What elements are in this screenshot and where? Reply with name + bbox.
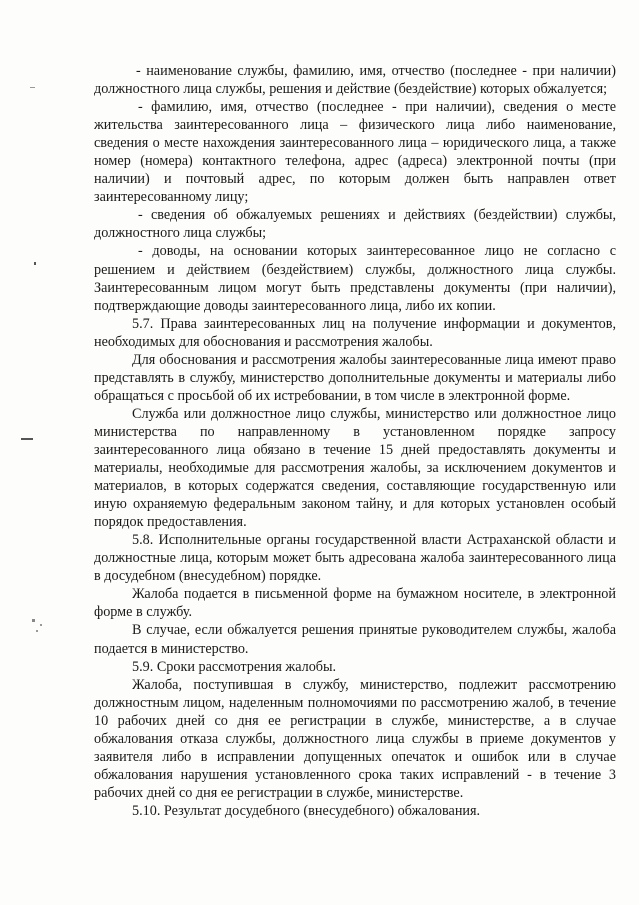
- scan-artifact: [32, 619, 35, 622]
- paragraph-review-terms: Жалоба, поступившая в службу, министерство, подлежит рассмотрению должностным лицом, наделенным полномочиями по рассмотрению жалоб, в течение 10 рабочих дней со дня ее регистрации в службе, министерстве, а в случае обжалования отказа службы, должностного лица службы в приеме документов у заявителя либо в исправлении допущенных опечаток и ошибок или в случае обжалования нарушения установленного срока таких исправлений - в течение 3 рабочих дней со дня ее регистрации в службе, министерстве.: [94, 676, 616, 801]
- paragraph-provide-documents: Служба или должностное лицо службы, министерство или должностное лицо министерства по направленному в установленном порядке запросу заинтересованного лица обязано в течение 15 дней предоставлять документы и материалы, необходимые для рассмотрения жалобы, за исключением документов и материалов, в которых содержатся сведения, составляющие государственную или иную охраняемую федеральным законом тайну, и для которых установлен особый порядок предоставления.: [94, 405, 616, 531]
- section-5-9-heading: 5.9. Сроки рассмотрения жалобы.: [132, 658, 337, 675]
- list-item-appealed-decisions: - сведения об обжалуемых решениях и действиях (бездействии) службы, должностного лица службы;: [94, 207, 616, 242]
- section-5-8-heading: 5.8. Исполнительные органы государственной власти Астраханской области и должностные лица, которым может быть адресована жалоба заинтересованного лица в досудебном (внесудебном) порядке.: [94, 532, 616, 585]
- scan-artifact: [30, 87, 35, 88]
- paragraph-additional-documents: Для обоснования и рассмотрения жалобы заинтересованные лица имеют право представлять в службу, министерство дополнительные документы и материалы либо обращаться с просьбой об их истребовании, в том числе в электронной форме.: [94, 351, 616, 404]
- scan-artifact: [21, 438, 33, 440]
- list-item-applicant-info: - фамилию, имя, отчество (последнее - при наличии), сведения о месте жительства заинтересованного лица – физического лица либо наименование, сведения о месте нахождения заинтересованного лица – юридического лица, а также номер (номера) контактного телефона, адрес (адреса) электронной почты (при наличии) и почтовый адрес, по которым должен быть направлен ответ заинтересованному лицу;: [94, 99, 616, 206]
- paragraph-complaint-form: Жалоба подается в письменной форме на бумажном носителе, в электронной форме в службу.: [94, 586, 616, 621]
- scan-artifact: [36, 630, 38, 632]
- document-body: [94, 62, 616, 820]
- scan-artifact: [34, 262, 36, 265]
- list-item-arguments: - доводы, на основании которых заинтересованное лицо не согласно с решением и действием (бездействием) службы, должностного лица службы. Заинтересованным лицом могут быть представлены документы (при наличии), подтверждающие доводы заинтересованного лица, либо их копии.: [94, 243, 616, 314]
- list-item-service-name: - наименование службы, фамилию, имя, отчество (последнее - при наличии) должностного лица службы, решения и действие (бездействие) которых обжалуется;: [94, 63, 616, 98]
- section-5-10-heading: 5.10. Результат досудебного (внесудебного) обжалования.: [132, 802, 481, 819]
- scan-artifact: [40, 624, 42, 626]
- section-5-7-heading: 5.7. Права заинтересованных лиц на получение информации и документов, необходимых для обоснования и рассмотрения жалобы.: [94, 315, 616, 350]
- paragraph-complaint-ministry: В случае, если обжалуется решения принятые руководителем службы, жалоба подается в министерство.: [94, 622, 616, 657]
